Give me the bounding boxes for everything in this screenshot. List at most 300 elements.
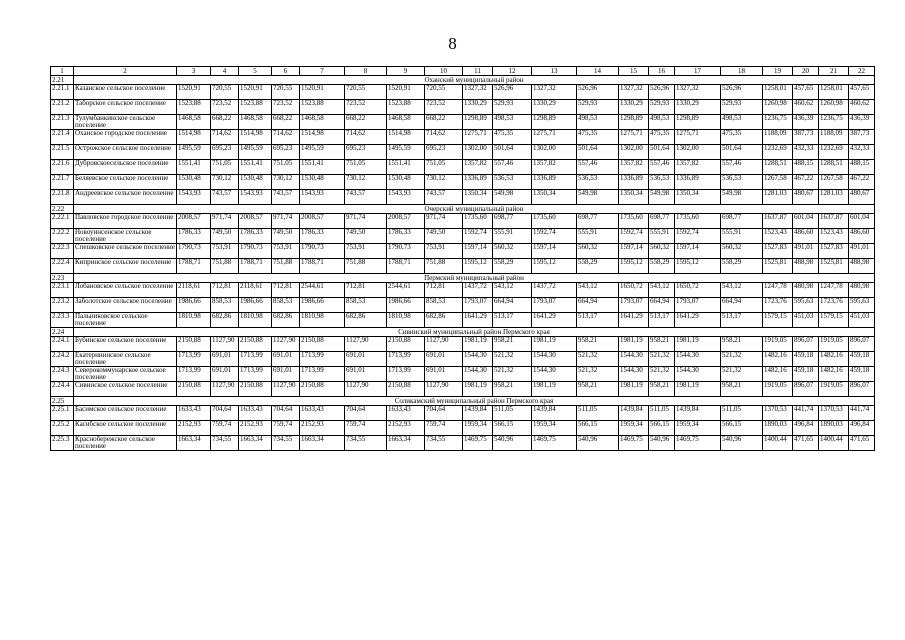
- table-row: [51, 352, 875, 367]
- value-cell: 1959,34: [675, 421, 721, 436]
- value-cell: 1713,99: [177, 352, 211, 367]
- value-cell: 1735,60: [619, 214, 649, 229]
- value-cell: 457,65: [849, 85, 875, 100]
- value-cell: 441,74: [793, 406, 819, 421]
- value-cell: 1468,58: [239, 115, 272, 130]
- value-cell: 858,53: [345, 298, 387, 313]
- value-cell: 451,03: [849, 313, 875, 328]
- section-code: 2.22: [51, 205, 74, 214]
- value-cell: 601,04: [793, 214, 819, 229]
- value-cell: 1357,82: [532, 160, 577, 175]
- value-cell: 1633,43: [387, 406, 425, 421]
- value-cell: 698,77: [649, 214, 675, 229]
- value-cell: 858,53: [425, 298, 463, 313]
- column-number-header: 22: [849, 67, 875, 76]
- value-cell: 1523,88: [177, 100, 211, 115]
- value-cell: 1127,90: [272, 382, 300, 397]
- value-cell: 1981,19: [463, 382, 493, 397]
- value-cell: 558,29: [577, 259, 619, 274]
- value-cell: 1551,41: [239, 160, 272, 175]
- value-cell: 560,32: [577, 244, 619, 259]
- value-cell: 1523,88: [300, 100, 345, 115]
- value-cell: 1302,00: [463, 145, 493, 160]
- value-cell: 1981,19: [532, 337, 577, 352]
- settlement-name: Северокоммунарское сельское поселение: [74, 367, 177, 382]
- value-cell: 668,22: [272, 115, 300, 130]
- value-cell: 1641,29: [619, 313, 649, 328]
- value-cell: 511,05: [577, 406, 619, 421]
- row-code: 2.24.1: [51, 337, 74, 352]
- value-cell: 467,22: [849, 175, 875, 190]
- value-cell: 560,32: [649, 244, 675, 259]
- value-cell: 2118,61: [177, 283, 211, 298]
- value-cell: 1288,51: [763, 160, 793, 175]
- value-cell: 682,86: [211, 313, 239, 328]
- value-cell: 704,64: [272, 406, 300, 421]
- section-title: Очерский муниципальный район: [74, 205, 875, 214]
- value-cell: 1788,71: [387, 259, 425, 274]
- value-cell: 1232,69: [763, 145, 793, 160]
- value-cell: 1650,72: [675, 283, 721, 298]
- value-cell: 1336,89: [619, 175, 649, 190]
- value-cell: 486,60: [849, 229, 875, 244]
- value-cell: 2008,57: [300, 214, 345, 229]
- value-cell: 1959,34: [463, 421, 493, 436]
- row-code: 2.24.4: [51, 382, 74, 397]
- value-cell: 1527,83: [763, 244, 793, 259]
- value-cell: 1302,00: [532, 145, 577, 160]
- value-cell: 2544,61: [387, 283, 425, 298]
- table-row: [51, 337, 875, 352]
- value-cell: 501,64: [649, 145, 675, 160]
- value-cell: 526,96: [721, 85, 763, 100]
- value-cell: 896,07: [793, 337, 819, 352]
- value-cell: 1597,14: [675, 244, 721, 259]
- value-cell: 1637,87: [763, 214, 793, 229]
- value-cell: 491,01: [849, 244, 875, 259]
- value-cell: 475,35: [721, 130, 763, 145]
- section-row: [51, 76, 875, 85]
- value-cell: 1786,33: [177, 229, 211, 244]
- table-row: [51, 175, 875, 190]
- value-cell: 441,74: [849, 406, 875, 421]
- table-row: [51, 313, 875, 328]
- table-row: [51, 421, 875, 436]
- value-cell: 526,96: [649, 85, 675, 100]
- value-cell: 1275,71: [675, 130, 721, 145]
- value-cell: 714,62: [272, 130, 300, 145]
- value-cell: 1281,03: [819, 190, 849, 205]
- value-cell: 1810,98: [300, 313, 345, 328]
- value-cell: 1350,34: [463, 190, 493, 205]
- value-cell: 566,15: [577, 421, 619, 436]
- value-cell: 1327,32: [619, 85, 649, 100]
- value-cell: 1330,29: [463, 100, 493, 115]
- value-cell: 521,32: [577, 352, 619, 367]
- value-cell: 1544,30: [619, 367, 649, 382]
- value-cell: 1370,53: [819, 406, 849, 421]
- value-cell: 858,53: [272, 298, 300, 313]
- value-cell: 2150,88: [300, 382, 345, 397]
- value-cell: 664,94: [721, 298, 763, 313]
- value-cell: 432,33: [849, 145, 875, 160]
- column-number-header: 12: [493, 67, 532, 76]
- value-cell: 1530,48: [387, 175, 425, 190]
- value-cell: 1437,72: [463, 283, 493, 298]
- value-cell: 1188,09: [763, 130, 793, 145]
- value-cell: 1986,66: [177, 298, 211, 313]
- value-cell: 971,74: [272, 214, 300, 229]
- value-cell: 513,17: [577, 313, 619, 328]
- value-cell: 751,05: [211, 160, 239, 175]
- value-cell: 1267,58: [763, 175, 793, 190]
- value-cell: 475,35: [577, 130, 619, 145]
- value-cell: 459,18: [849, 367, 875, 382]
- value-cell: 1468,58: [177, 115, 211, 130]
- table-row: [51, 436, 875, 451]
- row-code: 2.25.2: [51, 421, 74, 436]
- value-cell: 498,53: [649, 115, 675, 130]
- value-cell: 2008,57: [387, 214, 425, 229]
- value-cell: 664,94: [649, 298, 675, 313]
- value-cell: 387,73: [849, 130, 875, 145]
- value-cell: 1330,29: [675, 100, 721, 115]
- row-code: 2.21.2: [51, 100, 74, 115]
- value-cell: 1551,41: [300, 160, 345, 175]
- value-cell: 958,21: [577, 337, 619, 352]
- settlement-name: Павловское городское поселение: [74, 214, 177, 229]
- table-row: [51, 367, 875, 382]
- value-cell: 714,62: [425, 130, 463, 145]
- value-cell: 2008,57: [177, 214, 211, 229]
- value-cell: 436,39: [849, 115, 875, 130]
- value-cell: 451,03: [793, 313, 819, 328]
- value-cell: 2150,88: [239, 337, 272, 352]
- settlement-name: Кипринское сельское поселение: [74, 259, 177, 274]
- value-cell: 1579,15: [763, 313, 793, 328]
- settlement-name: Пальниковское сельское поселение: [74, 313, 177, 328]
- value-cell: 1469,75: [532, 436, 577, 451]
- value-cell: 498,53: [493, 115, 532, 130]
- value-cell: 1469,75: [619, 436, 649, 451]
- column-number-header: 9: [387, 67, 425, 76]
- section-code: 2.24: [51, 328, 74, 337]
- section-code: 2.25: [51, 397, 74, 406]
- value-cell: 1469,75: [675, 436, 721, 451]
- value-cell: 1810,98: [177, 313, 211, 328]
- settlement-name: Казанское сельское поселение: [74, 85, 177, 100]
- value-cell: 480,67: [849, 190, 875, 205]
- value-cell: 668,22: [345, 115, 387, 130]
- tariff-table: [50, 66, 875, 451]
- table-row: [51, 298, 875, 313]
- value-cell: 753,91: [345, 244, 387, 259]
- value-cell: 1330,29: [619, 100, 649, 115]
- value-cell: 720,55: [211, 85, 239, 100]
- value-cell: 529,93: [577, 100, 619, 115]
- table-row: [51, 244, 875, 259]
- value-cell: 536,53: [577, 175, 619, 190]
- value-cell: 1127,90: [345, 337, 387, 352]
- settlement-name: Беляевское сельское поселение: [74, 175, 177, 190]
- value-cell: 1327,32: [463, 85, 493, 100]
- value-cell: 1525,81: [763, 259, 793, 274]
- value-cell: 1298,89: [675, 115, 721, 130]
- table-row: [51, 259, 875, 274]
- value-cell: 971,74: [425, 214, 463, 229]
- value-cell: 1986,66: [300, 298, 345, 313]
- value-cell: 436,39: [793, 115, 819, 130]
- value-cell: 1543,93: [387, 190, 425, 205]
- value-cell: 501,64: [493, 145, 532, 160]
- value-cell: 496,84: [849, 421, 875, 436]
- row-code: 2.21.8: [51, 190, 74, 205]
- value-cell: 1637,87: [819, 214, 849, 229]
- value-cell: 1595,12: [532, 259, 577, 274]
- value-cell: 1520,91: [177, 85, 211, 100]
- value-cell: 1793,07: [675, 298, 721, 313]
- value-cell: 471,65: [793, 436, 819, 451]
- value-cell: 521,32: [649, 352, 675, 367]
- value-cell: 1663,34: [177, 436, 211, 451]
- value-cell: 1288,51: [819, 160, 849, 175]
- value-cell: 1275,71: [463, 130, 493, 145]
- column-number-header: 4: [211, 67, 239, 76]
- value-cell: 1523,88: [387, 100, 425, 115]
- value-cell: 2152,93: [387, 421, 425, 436]
- value-cell: 1597,14: [463, 244, 493, 259]
- value-cell: 1350,34: [675, 190, 721, 205]
- value-cell: 1790,73: [387, 244, 425, 259]
- value-cell: 720,55: [345, 85, 387, 100]
- value-cell: 560,32: [721, 244, 763, 259]
- value-cell: 1544,30: [532, 367, 577, 382]
- value-cell: 1439,84: [532, 406, 577, 421]
- value-cell: 1495,59: [239, 145, 272, 160]
- value-cell: 543,12: [721, 283, 763, 298]
- column-number-header: 11: [463, 67, 493, 76]
- value-cell: 543,12: [493, 283, 532, 298]
- value-cell: 1810,98: [387, 313, 425, 328]
- value-cell: 1336,89: [532, 175, 577, 190]
- table-row: [51, 229, 875, 244]
- section-row: [51, 205, 875, 214]
- value-cell: 521,32: [493, 352, 532, 367]
- value-cell: 557,46: [649, 160, 675, 175]
- value-cell: 1236,75: [819, 115, 849, 130]
- row-code: 2.24.3: [51, 367, 74, 382]
- settlement-name: Таборское сельское поселение: [74, 100, 177, 115]
- settlement-name: Екатерининское сельское поселение: [74, 352, 177, 367]
- value-cell: 971,74: [211, 214, 239, 229]
- value-cell: 751,88: [211, 259, 239, 274]
- value-cell: 555,91: [577, 229, 619, 244]
- value-cell: 1735,60: [463, 214, 493, 229]
- value-cell: 2150,88: [239, 382, 272, 397]
- value-cell: 1400,44: [819, 436, 849, 451]
- value-cell: 1633,43: [177, 406, 211, 421]
- value-cell: 1981,19: [675, 382, 721, 397]
- value-cell: 511,05: [721, 406, 763, 421]
- value-cell: 475,35: [493, 130, 532, 145]
- value-cell: 896,07: [849, 337, 875, 352]
- section-code: 2.21: [51, 76, 74, 85]
- value-cell: 698,77: [721, 214, 763, 229]
- value-cell: 958,21: [577, 382, 619, 397]
- value-cell: 511,05: [649, 406, 675, 421]
- value-cell: 2150,88: [300, 337, 345, 352]
- value-cell: 459,18: [793, 352, 819, 367]
- value-cell: 1633,43: [239, 406, 272, 421]
- value-cell: 1641,29: [463, 313, 493, 328]
- value-cell: 1551,41: [387, 160, 425, 175]
- value-cell: 1713,99: [300, 352, 345, 367]
- column-number-header: 7: [300, 67, 345, 76]
- value-cell: 1544,30: [675, 367, 721, 382]
- column-number-header: 10: [425, 67, 463, 76]
- value-cell: 695,23: [345, 145, 387, 160]
- value-cell: 1439,84: [463, 406, 493, 421]
- value-cell: 714,62: [345, 130, 387, 145]
- value-cell: 698,77: [577, 214, 619, 229]
- value-cell: 704,64: [425, 406, 463, 421]
- value-cell: 749,50: [211, 229, 239, 244]
- column-number-header: 20: [793, 67, 819, 76]
- value-cell: 1267,58: [819, 175, 849, 190]
- value-cell: 1919,05: [819, 337, 849, 352]
- value-cell: 1127,90: [425, 382, 463, 397]
- value-cell: 1786,33: [300, 229, 345, 244]
- value-cell: 555,91: [493, 229, 532, 244]
- value-cell: 691,01: [272, 367, 300, 382]
- section-row: [51, 397, 875, 406]
- value-cell: 2150,88: [177, 382, 211, 397]
- value-cell: 1713,99: [239, 367, 272, 382]
- row-code: 2.22.1: [51, 214, 74, 229]
- value-cell: 1790,73: [239, 244, 272, 259]
- value-cell: 1592,74: [463, 229, 493, 244]
- value-cell: 560,32: [493, 244, 532, 259]
- value-cell: 1713,99: [300, 367, 345, 382]
- column-number-header: 14: [577, 67, 619, 76]
- value-cell: 759,74: [345, 421, 387, 436]
- settlement-name: Басимское сельское поселение: [74, 406, 177, 421]
- value-cell: 2150,88: [387, 382, 425, 397]
- value-cell: 751,88: [345, 259, 387, 274]
- value-cell: 1523,88: [239, 100, 272, 115]
- value-cell: 682,86: [272, 313, 300, 328]
- value-cell: 1127,90: [211, 337, 239, 352]
- value-cell: 1551,41: [177, 160, 211, 175]
- value-cell: 540,96: [649, 436, 675, 451]
- value-cell: 682,86: [345, 313, 387, 328]
- value-cell: 1981,19: [619, 337, 649, 352]
- value-cell: 1439,84: [619, 406, 649, 421]
- value-cell: 521,32: [493, 367, 532, 382]
- value-cell: 668,22: [211, 115, 239, 130]
- value-cell: 1786,33: [239, 229, 272, 244]
- value-cell: 1520,91: [239, 85, 272, 100]
- value-cell: 1981,19: [532, 382, 577, 397]
- value-cell: 1525,81: [819, 259, 849, 274]
- value-cell: 1592,74: [675, 229, 721, 244]
- value-cell: 1544,30: [675, 352, 721, 367]
- value-cell: 753,91: [211, 244, 239, 259]
- value-cell: 664,94: [493, 298, 532, 313]
- value-cell: 1514,98: [177, 130, 211, 145]
- value-cell: 743,57: [272, 190, 300, 205]
- value-cell: 958,21: [493, 382, 532, 397]
- value-cell: 698,77: [493, 214, 532, 229]
- value-cell: 759,74: [211, 421, 239, 436]
- value-cell: 1641,29: [532, 313, 577, 328]
- value-cell: 734,55: [345, 436, 387, 451]
- value-cell: 723,52: [272, 100, 300, 115]
- table-row: [51, 283, 875, 298]
- column-number-header: 16: [649, 67, 675, 76]
- value-cell: 536,53: [493, 175, 532, 190]
- row-code: 2.23.2: [51, 298, 74, 313]
- value-cell: 1544,30: [532, 352, 577, 367]
- value-cell: 566,15: [493, 421, 532, 436]
- value-cell: 1468,58: [300, 115, 345, 130]
- value-cell: 1650,72: [619, 283, 649, 298]
- value-cell: 712,81: [425, 283, 463, 298]
- value-cell: 549,98: [493, 190, 532, 205]
- value-cell: 1302,00: [675, 145, 721, 160]
- value-cell: 1370,53: [763, 406, 793, 421]
- row-code: 2.22.4: [51, 259, 74, 274]
- value-cell: 488,15: [793, 160, 819, 175]
- value-cell: 1468,58: [387, 115, 425, 130]
- value-cell: 1633,43: [300, 406, 345, 421]
- settlement-name: Заболотское сельское поселение: [74, 298, 177, 313]
- value-cell: 1981,19: [619, 382, 649, 397]
- value-cell: 1723,76: [819, 298, 849, 313]
- value-cell: 1514,98: [387, 130, 425, 145]
- column-number-header: 3: [177, 67, 211, 76]
- value-cell: 1350,34: [619, 190, 649, 205]
- value-cell: 743,57: [425, 190, 463, 205]
- value-cell: 526,96: [577, 85, 619, 100]
- value-cell: 743,57: [211, 190, 239, 205]
- value-cell: 1595,12: [463, 259, 493, 274]
- value-cell: 749,50: [272, 229, 300, 244]
- value-cell: 457,65: [793, 85, 819, 100]
- value-cell: 1544,30: [463, 352, 493, 367]
- value-cell: 536,53: [721, 175, 763, 190]
- table-row: [51, 100, 875, 115]
- value-cell: 459,18: [793, 367, 819, 382]
- value-cell: 1793,07: [619, 298, 649, 313]
- value-cell: 2118,61: [239, 283, 272, 298]
- row-code: 2.24.2: [51, 352, 74, 367]
- column-number-header: 13: [532, 67, 577, 76]
- value-cell: 1543,93: [239, 190, 272, 205]
- column-number-header: 18: [721, 67, 763, 76]
- settlement-name: Лобановское сельское поселение: [74, 283, 177, 298]
- settlement-name: Сивинское сельское поселение: [74, 382, 177, 397]
- value-cell: 734,55: [211, 436, 239, 451]
- value-cell: 730,12: [211, 175, 239, 190]
- value-cell: 498,53: [577, 115, 619, 130]
- value-cell: 1793,07: [463, 298, 493, 313]
- value-cell: 513,17: [649, 313, 675, 328]
- value-cell: 2150,88: [177, 337, 211, 352]
- value-cell: 521,32: [721, 352, 763, 367]
- value-cell: 1400,44: [763, 436, 793, 451]
- settlement-name: Оханское городское поселение: [74, 130, 177, 145]
